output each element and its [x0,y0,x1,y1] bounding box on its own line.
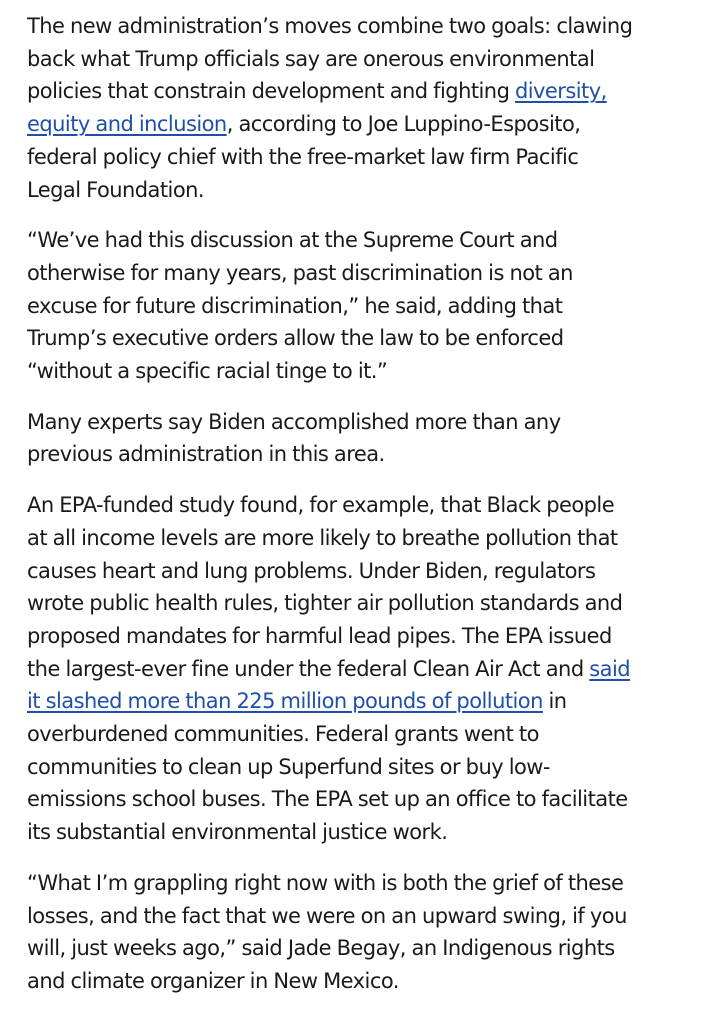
text-line: and climate organizer in New Mexico. [27,968,399,993]
text-run: in [542,689,567,714]
text-line: federal policy chief with the free-market law firm Pacific [27,144,579,169]
text-line: previous administration in this area. [27,442,385,467]
paragraph-biden-accomplished [27,406,687,471]
diversity-equity-inclusion-link[interactable]: equity and inclusion [27,112,227,137]
text-line: An EPA-funded study found, for example, that Black people [27,493,615,518]
text-line: will, just weeks ago,” said Jade Begay, an Indigenous rights [27,936,615,961]
text-line: Many experts say Biden accomplished more than any [27,409,561,434]
diversity-equity-inclusion-link[interactable]: diversity, [514,79,607,104]
text-line [27,108,687,141]
paragraph-jade-begay-quote [27,867,687,998]
text-line: its substantial environmental justice work. [27,820,448,845]
text-line: “without a specific racial tinge to it.” [27,359,388,384]
text-run: policies that constrain development and fighting [27,79,515,104]
text-line [27,685,687,718]
text-line: excuse for future discrimination,” he said, adding that [27,293,563,318]
article-body [27,10,687,1016]
text-line: communities to clean up Superfund sites or buy low- [27,754,550,779]
text-line: overburdened communities. Federal grants went to [27,722,539,747]
text-line [27,75,687,108]
text-line: proposed mandates for harmful lead pipes. The EPA issued [27,623,612,648]
text-line: otherwise for many years, past discrimination is not an [27,260,573,285]
text-line: back what Trump officials say are onerous environmental [27,46,595,71]
paragraph-epa-study [27,489,687,849]
text-line: causes heart and lung problems. Under Biden, regulators [27,558,596,583]
text-line: emissions school buses. The EPA set up an office to facilitate [27,787,628,812]
text-line: Legal Foundation. [27,177,205,202]
text-line: losses, and the fact that we were on an upward swing, if you [27,903,627,928]
paragraph-quote-discrimination [27,224,687,388]
epa-pollution-link[interactable]: it slashed more than 225 million pounds of pollution [27,689,543,714]
text-line: Trump’s executive orders allow the law to be enforced [27,326,564,351]
text-line: at all income levels are more likely to breathe pollution that [27,525,618,550]
text-line [27,653,687,686]
text-run: the largest-ever fine under the federal Clean Air Act and [27,656,590,681]
text-line: wrote public health rules, tighter air pollution standards and [27,591,623,616]
text-line: The new administration’s moves combine two goals: clawing [27,14,633,38]
paragraph-administration-goals [27,10,687,206]
epa-pollution-link[interactable]: said [589,656,631,681]
text-run: , according to Joe Luppino-Esposito, [226,112,581,137]
text-line: “What I’m grappling right now with is both the grief of these [27,870,624,895]
text-line: “We’ve had this discussion at the Supreme Court and [27,228,558,253]
